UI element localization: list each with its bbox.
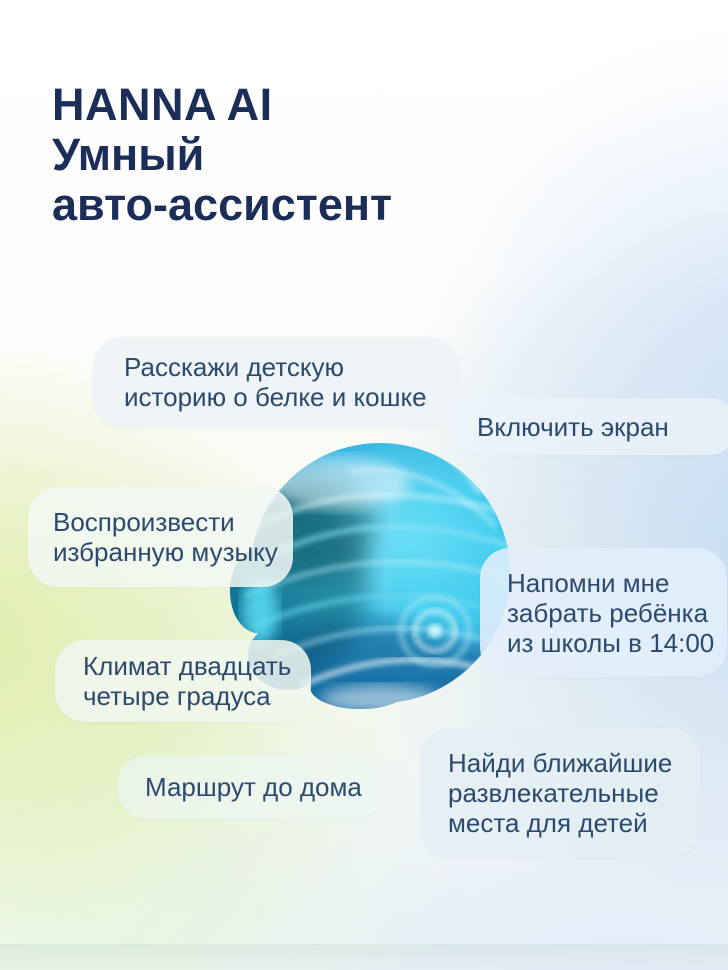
bubble-text-line: Маршрут до дома — [145, 772, 362, 802]
bubble-text-line: историю о белке и кошке — [124, 382, 427, 412]
title-subtitle-line2: авто-ассистент — [52, 179, 393, 230]
page-title — [52, 80, 392, 230]
voice-command-bubble-music — [28, 487, 293, 587]
voice-command-bubble-story — [93, 337, 458, 427]
bubble-text-line: Воспроизвести — [53, 507, 235, 537]
bubble-text-line: места для детей — [448, 808, 648, 838]
title-subtitle-line1: Умный — [52, 129, 205, 180]
voice-command-bubble-reminder — [480, 548, 727, 677]
bubble-text-line: забрать ребёнка — [507, 597, 709, 628]
bubble-text-line: четыре градуса — [83, 681, 271, 711]
voice-command-bubble-climate — [55, 640, 311, 722]
bubble-text-line: Климат двадцать — [83, 651, 292, 681]
voice-command-bubble-route — [118, 755, 382, 819]
bubble-text-line: развлекательные — [448, 778, 659, 808]
bubble-text-line: Найди ближайшие — [448, 748, 673, 778]
bubble-text-line: Напомни мне — [507, 567, 670, 598]
voice-command-bubble-screen — [448, 398, 728, 455]
voice-command-bubble-places — [420, 728, 700, 858]
title-brand: HANNA AI — [52, 79, 273, 130]
bubble-text-line: Включить экран — [477, 411, 669, 442]
background-bottom-seam — [0, 944, 728, 970]
bubble-text-line: из школы в 14:00 — [507, 627, 715, 658]
bubble-text-line: избранную музыку — [53, 537, 278, 567]
bubble-text-line: Расскажи детскую — [124, 352, 345, 382]
